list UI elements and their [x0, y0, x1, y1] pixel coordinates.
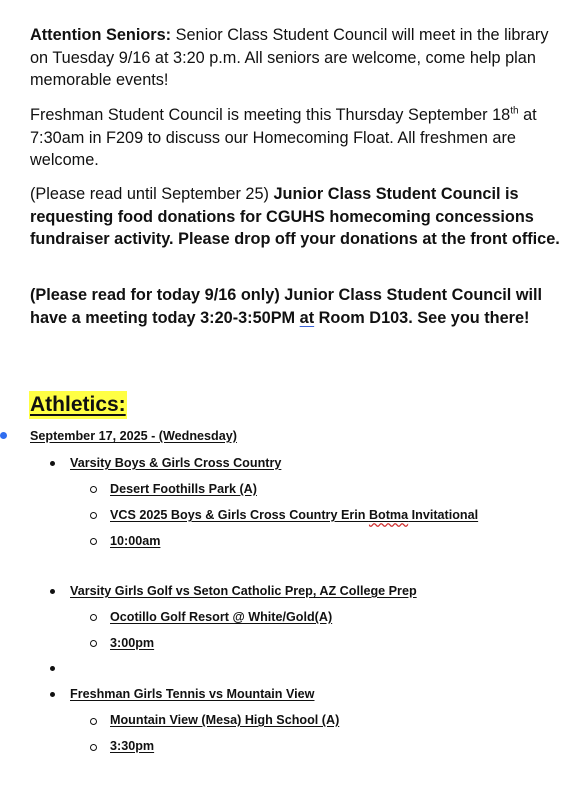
announcement-freshman-text-b: at 7:30am in F209 to discuss our Homecoming Float. All freshmen are welcome.: [30, 106, 537, 169]
bullet-icon: [50, 692, 55, 697]
event-detail: Mountain View (Mesa) High School (A): [110, 713, 340, 727]
announcement-seniors: [30, 24, 560, 92]
event-time: 3:30pm: [110, 739, 155, 753]
event-title: Freshman Girls Tennis vs Mountain View: [70, 687, 315, 701]
spelling-flag-botma: Botma: [368, 508, 409, 522]
announcement-freshman-text-a: Freshman Student Council is meeting this Thursday September 18: [30, 106, 511, 124]
event-detail-text: VCS 2025 Boys & Girls Cross Country Erin: [110, 508, 369, 522]
announcement-junior-donations-note: (Please read until September 25): [30, 185, 274, 203]
event-title: Varsity Boys & Girls Cross Country: [70, 456, 282, 470]
grammar-flag-at: at: [299, 308, 315, 327]
athletics-heading: Athletics:: [29, 391, 127, 419]
event-detail-tail: Invitational: [408, 508, 479, 522]
event-detail: Desert Foothills Park (A): [110, 482, 257, 496]
event-detail-invitational: [110, 507, 478, 523]
circle-bullet-icon: [90, 640, 97, 647]
circle-bullet-icon: [90, 486, 97, 493]
announcement-junior-donations: [30, 183, 560, 251]
bullet-icon: [50, 666, 55, 671]
announcement-junior-meeting-text-a: (Please read for today 9/16 only) Junior Class Student Council will have a meeting today 3:20-3:50PM: [30, 286, 543, 327]
event-title: Varsity Girls Golf vs Seton Catholic Prep, AZ College Prep: [70, 584, 417, 598]
ordinal-suffix: th: [510, 105, 519, 117]
announcement-seniors-text: Senior Class Student Council will meet in the library on Tuesday 9/16 at 3:20 p.m. All seniors are welcome, come help plan memorable events!: [30, 26, 549, 89]
announcement-junior-donations-text: Junior Class Student Council is requesting food donations for CGUHS homecoming concessions fundraiser activity. Please drop off your donations at the front office.: [30, 185, 560, 248]
paragraph-marker-dot: [0, 432, 7, 439]
announcement-junior-meeting-text-b: Room D103. See you there!: [314, 308, 530, 327]
bullet-icon: [50, 589, 55, 594]
announcement-junior-meeting: [30, 284, 560, 329]
circle-bullet-icon: [90, 744, 97, 751]
bullet-icon: [50, 461, 55, 466]
announcement-freshman: [30, 104, 560, 172]
circle-bullet-icon: [90, 718, 97, 725]
circle-bullet-icon: [90, 538, 97, 545]
event-time: 10:00am: [110, 534, 161, 548]
event-detail: Ocotillo Golf Resort @ White/Gold(A): [110, 610, 333, 624]
circle-bullet-icon: [90, 512, 97, 519]
announcement-seniors-label: Attention Seniors:: [30, 26, 172, 44]
athletics-date: September 17, 2025 - (Wednesday): [30, 429, 237, 443]
circle-bullet-icon: [90, 614, 97, 621]
event-time: 3:00pm: [110, 636, 155, 650]
